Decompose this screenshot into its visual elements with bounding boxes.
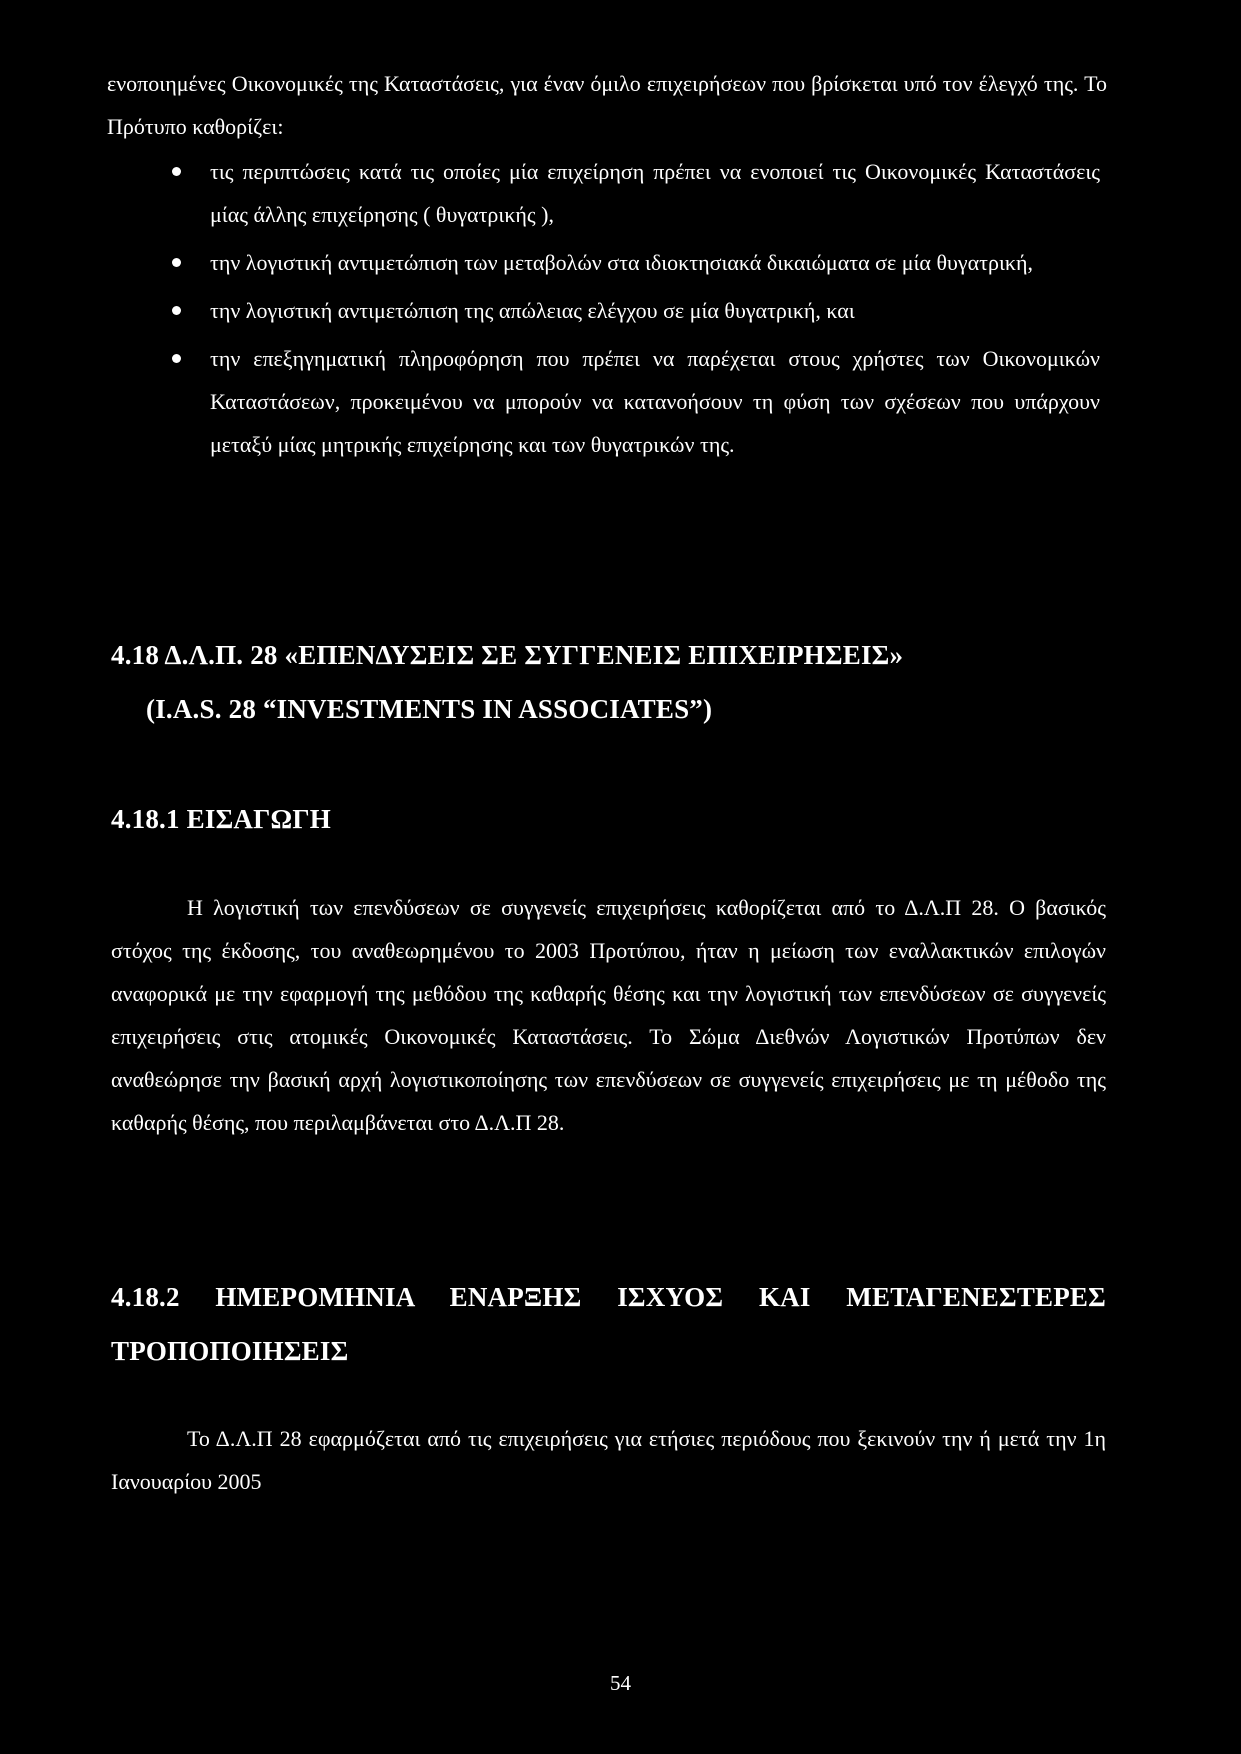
heading-line-english: (I.A.S. 28 “INVESTMENTS IN ASSOCIATES”) xyxy=(146,694,713,724)
list-item-text: την λογιστική αντιμετώπιση της απώλειας ελέγχου σε μία θυγατρική, και xyxy=(210,298,855,323)
bullet-list xyxy=(170,150,1100,471)
bullet-icon xyxy=(172,258,181,267)
intro-paragraph: ενοποιημένες Οικονομικές της Καταστάσεις, για έναν όμιλο επιχειρήσεων που βρίσκεται υπό τον έλεγχό της. Το Πρότυπο καθορίζει: xyxy=(107,71,1107,139)
heading-line-greek: 4.18 Δ.Λ.Π. 28 «ΕΠΕΝΔΥΣΕΙΣ ΣΕ ΣΥΓΓΕΝΕΙΣ ΕΠΙΧΕΙΡΗΣΕΙΣ» xyxy=(111,640,904,670)
list-item xyxy=(170,337,1100,466)
list-item-text: την επεξηγηματική πληροφόρηση που πρέπει να παρέχεται στους χρήστες των Οικονομικών Καταστάσεων, προκειμένου να μπορούν να κατανοήσουν τη φύση των σχέσεων που υπάρχουν μεταξύ μίας μητρικής επιχείρησης και των θυγατρικών της. xyxy=(210,346,1100,457)
list-item xyxy=(170,289,1100,332)
section-heading-4-18 xyxy=(111,628,1111,736)
list-item xyxy=(170,150,1100,236)
bullet-icon xyxy=(172,306,181,315)
heading-line-2: ΤΡΟΠΟΠΟΙΗΣΕΙΣ xyxy=(111,1336,349,1366)
bullet-icon xyxy=(172,167,181,176)
section-heading-4-18-2 xyxy=(111,1270,1106,1378)
section-heading-4-18-1: 4.18.1 ΕΙΣΑΓΩΓΗ xyxy=(111,804,331,834)
heading-line-1: 4.18.2 ΗΜΕΡΟΜΗΝΙΑ ΕΝΑΡΞΗΣ ΙΣΧΥΟΣ ΚΑΙ ΜΕΤΑΓΕΝΕΣΤΕΡΕΣ xyxy=(111,1282,1106,1312)
section-4-18-2-paragraph: Το Δ.Λ.Π 28 εφαρμόζεται από τις επιχειρήσεις για ετήσιες περιόδους που ξεκινούν την ή μετά την 1η Ιανουαρίου 2005 xyxy=(111,1426,1106,1494)
section-4-18-1-paragraph: Η λογιστική των επενδύσεων σε συγγενείς επιχειρήσεις καθορίζεται από το Δ.Λ.Π 28. Ο βασικός στόχος της έκδοσης, του αναθεωρημένου το 2003 Προτύπου, ήταν η μείωση των εναλλακτικών επιλογών αναφορικά με την εφαρμογή της μεθόδου της καθαρής θέσης και την λογιστική των επενδύσεων σε συγγενείς επιχειρήσεις στις ατομικές Οικονομικές Καταστάσεις. Το Σώμα Διεθνών Λογιστικών Προτύπων δεν αναθεώρησε την βασική αρχή λογιστικοποίησης των επενδύσεων σε συγγενείς επιχειρήσεις με τη μέθοδο της καθαρής θέσης, που περιλαμβάνεται στο Δ.Λ.Π 28. xyxy=(111,895,1106,1135)
list-item-text: τις περιπτώσεις κατά τις οποίες μία επιχείρηση πρέπει να ενοποιεί τις Οικονομικές Καταστάσεις μίας άλλης επιχείρησης ( θυγατρικής ), xyxy=(210,159,1100,227)
bullet-icon xyxy=(172,354,181,363)
page-number: 54 xyxy=(610,1671,631,1695)
list-item-text: την λογιστική αντιμετώπιση των μεταβολών στα ιδιοκτησιακά δικαιώματα σε μία θυγατρική, xyxy=(210,250,1033,275)
list-item xyxy=(170,241,1100,284)
